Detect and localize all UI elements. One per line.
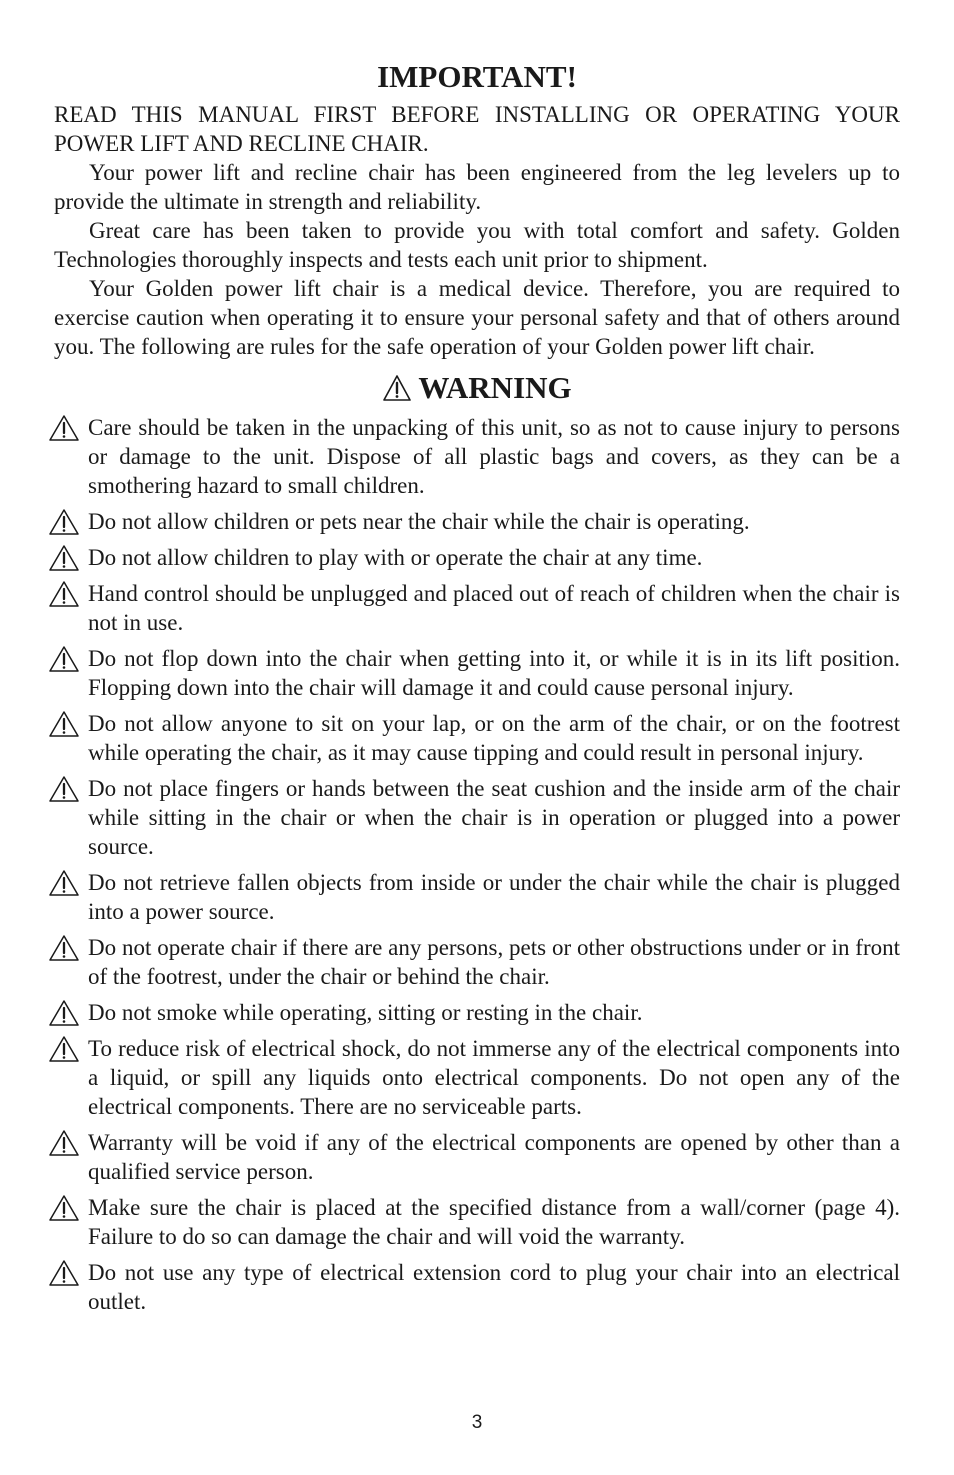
warning-triangle-icon [47,1193,81,1222]
warning-triangle-icon [47,1258,81,1287]
warning-text: Do not allow children to play with or operate the chair at any time. [88,545,703,570]
warning-item [54,1193,900,1251]
warning-triangle-icon [47,413,81,442]
warning-item [54,709,900,767]
warning-heading-text: WARNING [418,370,572,405]
intro-paragraph: Great care has been taken to provide you with total comfort and safety. Golden Technologies thoroughly inspects and tests each unit prior to shipment. [54,218,900,272]
warning-triangle-icon [47,1034,81,1063]
warning-triangle-icon [382,374,412,402]
warning-triangle-icon [47,998,81,1027]
warning-text: Do not use any type of electrical extension cord to plug your chair into an electrical outlet. [88,1260,900,1314]
warning-item [54,543,900,572]
page-number: 3 [471,1412,483,1433]
warning-triangle-icon [47,1128,81,1157]
warning-text: Do not retrieve fallen objects from inside or under the chair while the chair is plugged into a power source. [88,870,900,924]
warning-item [54,1034,900,1121]
warning-heading [54,369,900,407]
warning-item [54,1258,900,1316]
intro-paragraph: Your Golden power lift chair is a medical device. Therefore, you are required to exercise caution when operating it to ensure your personal safety and that of others around you. The following are rules for the safe operation of your Golden power lift chair. [54,276,900,359]
warning-item [54,998,900,1027]
warning-triangle-icon [47,644,81,673]
manual-page [54,58,900,1323]
warning-triangle-icon [47,774,81,803]
warning-text: Do not place fingers or hands between the seat cushion and the inside arm of the chair while sitting in the chair or when the chair is in operation or plugged into a power source. [88,776,900,859]
warning-triangle-icon [47,579,81,608]
warning-text: Do not flop down into the chair when getting into it, or while it is in its lift position. Flopping down into the chair will damage it and could cause personal injury. [88,646,900,700]
warning-triangle-icon [47,933,81,962]
intro-heading: READ THIS MANUAL FIRST BEFORE INSTALLING OR OPERATING YOUR POWER LIFT AND RECLINE CHAIR. [54,102,900,156]
warning-item [54,579,900,637]
warning-item [54,644,900,702]
warning-triangle-icon [47,543,81,572]
intro-paragraph: Your power lift and recline chair has been engineered from the leg levelers up to provide the ultimate in strength and reliability. [54,160,900,214]
warning-text: Care should be taken in the unpacking of this unit, so as not to cause injury to persons or damage to the unit. Dispose of all plastic bags and covers, as they can be a smothering hazard to small children. [88,415,900,498]
warning-text: Make sure the chair is placed at the specified distance from a wall/corner (page 4). Failure to do so can damage the chair and will void the warranty. [88,1195,900,1249]
warning-triangle-icon [47,507,81,536]
warning-triangle-icon [47,868,81,897]
warning-item [54,507,900,536]
warning-triangle-icon [47,709,81,738]
warnings-list [54,413,900,1316]
warning-item [54,933,900,991]
warning-item [54,413,900,500]
warning-text: Warranty will be void if any of the electrical components are opened by other than a qualified service person. [88,1130,900,1184]
warning-text: To reduce risk of electrical shock, do not immerse any of the electrical components into a liquid, or spill any liquids onto electrical components. Do not open any of the electrical components. There are no serviceable parts. [88,1036,900,1119]
warning-text: Do not operate chair if there are any persons, pets or other obstructions under or in front of the footrest, under the chair or behind the chair. [88,935,900,989]
warning-item [54,1128,900,1186]
warning-text: Do not allow anyone to sit on your lap, or on the arm of the chair, or on the footrest while operating the chair, as it may cause tipping and could result in personal injury. [88,711,900,765]
warning-text: Do not allow children or pets near the chair while the chair is operating. [88,509,750,534]
warning-text: Hand control should be unplugged and placed out of reach of children when the chair is not in use. [88,581,900,635]
warning-text: Do not smoke while operating, sitting or resting in the chair. [88,1000,643,1025]
warning-item [54,774,900,861]
warning-item [54,868,900,926]
page-title: IMPORTANT! [377,59,577,94]
